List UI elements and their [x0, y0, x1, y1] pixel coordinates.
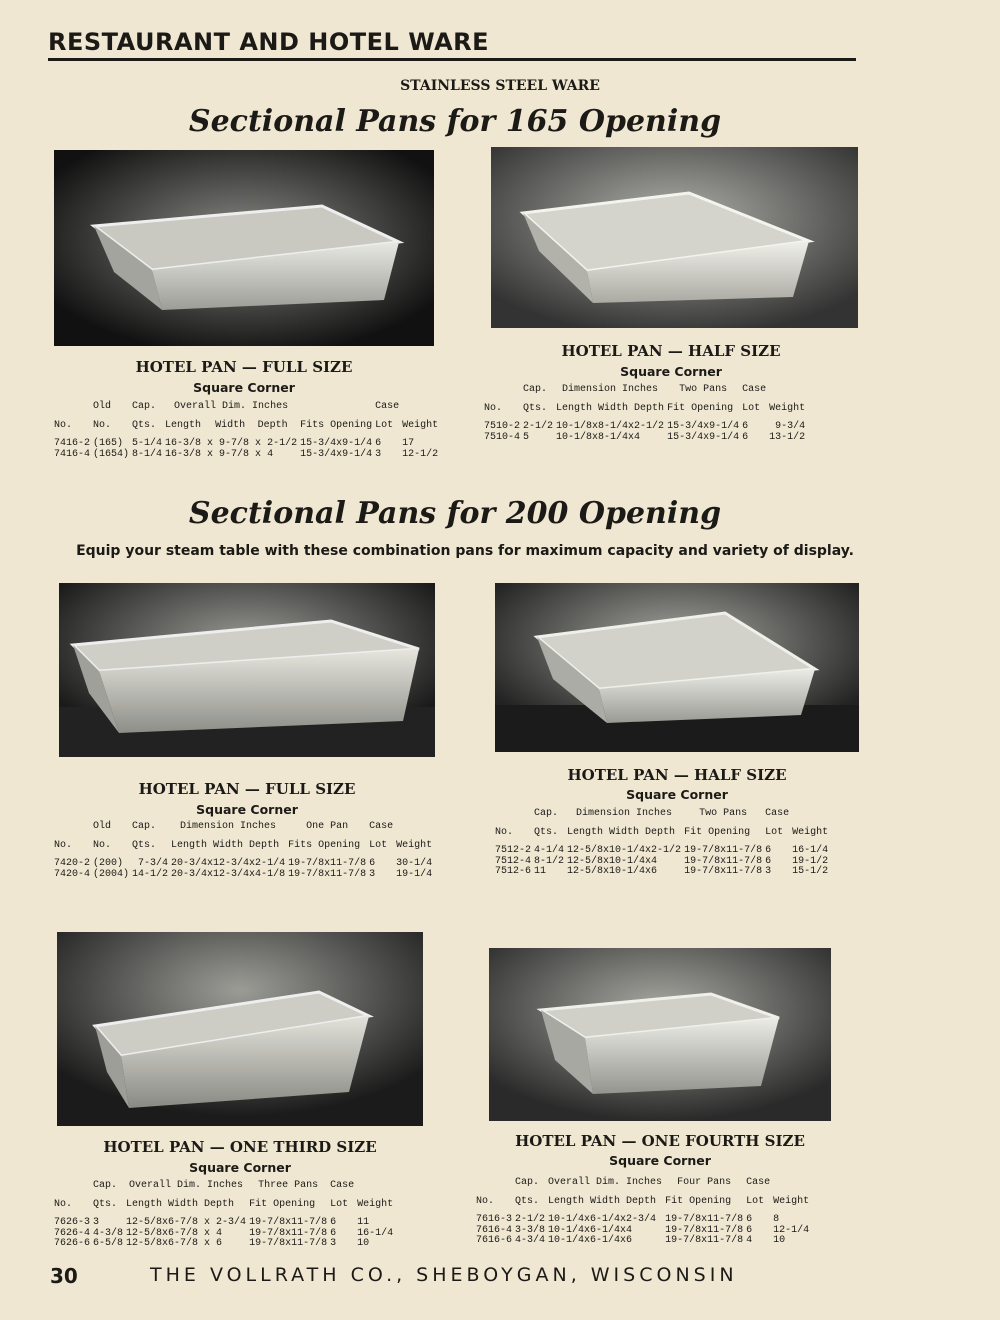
product-photo-one-third-size — [57, 932, 423, 1126]
table-row: 7420-2 (200) 7-3/4 20-3/4x12-3/4x2-1/4 19-7/8x11-7/8 6 30-1/4 — [54, 858, 433, 869]
product-name: HOTEL PAN — ONE THIRD SIZE — [103, 1138, 377, 1156]
pan-illustration — [495, 583, 859, 752]
header-rule — [48, 58, 856, 61]
product-photo-full-size-200 — [59, 583, 435, 757]
spec-table: Old Cap. Dimension Inches One Pan Case No. No. Qts. Length Width Depth Fits Opening Lot Weight 7420-2 (200) 7-3/4 20-3/4x12-3/4x2-1/4 19-7/8x11-7/8 6 30-1/4 7420-4 (2004) 14-1/2 20-3/4x12-3/4x4-1/8 19-7/8x11-7/8 3 19-1/4 — [54, 821, 435, 880]
pan-illustration — [54, 150, 434, 346]
spec-table: Cap. Dimension Inches Two Pans Case No. Qts. Length Width Depth Fit Opening Lot Weight 7510-2 2-1/2 10-1/8x8-1/4x2-1/2 15-3/4x9-1/4 6 9-3/4 7510-4 5 10-1/8x8-1/4x4 15-3/4x9-1/4 6 13-1/2 — [484, 384, 808, 443]
page-number: 30 — [50, 1264, 78, 1288]
pan-illustration — [57, 932, 423, 1126]
spec-table: Cap. Overall Dim. Inches Four Pans Case No. Qts. Length Width Depth Fit Opening Lot Weight 7616-3 2-1/2 10-1/4x6-1/4x2-3/4 19-7/8x11-7/8 6 8 7616-4 3-3/8 10-1/4x6-1/4x4 19-7/8x11-7/8 6 12-1/4 7616-6 4-3/4 10-1/4x6-1/4x6 19-7/8x11-7/8 4 10 — [476, 1177, 812, 1247]
table-row: 7420-4 (2004) 14-1/2 20-3/4x12-3/4x4-1/8 19-7/8x11-7/8 3 19-1/4 — [54, 868, 433, 880]
table-row: 7626-6 6-5/8 12-5/8x6-7/8 x 6 19-7/8x11-7/8 3 10 — [54, 1238, 370, 1249]
table-row: 7512-4 8-1/2 12-5/8x10-1/4x4 19-7/8x11-7/8 6 19-1/2 — [495, 855, 829, 867]
product-style: Square Corner — [189, 1160, 291, 1175]
product-style: Square Corner — [620, 364, 722, 379]
product-style: Square Corner — [626, 787, 728, 802]
pan-illustration — [489, 948, 831, 1121]
product-style: Square Corner — [193, 380, 295, 395]
pan-illustration — [491, 147, 858, 328]
table-row: 7626-3 3 12-5/8x6-7/8 x 2-3/4 19-7/8x11-7/8 6 11 — [54, 1217, 370, 1228]
product-style: Square Corner — [609, 1153, 711, 1168]
table-row: 7616-4 3-3/8 10-1/4x6-1/4x4 19-7/8x11-7/8 6 12-1/4 — [476, 1224, 810, 1236]
table-row: 7512-6 11 12-5/8x10-1/4x6 19-7/8x11-7/8 3 15-1/2 — [495, 866, 829, 877]
footer-company: THE VOLLRATH CO., SHEBOYGAN, WISCONSIN — [150, 1264, 738, 1286]
product-name: HOTEL PAN — HALF SIZE — [567, 766, 787, 784]
product-style: Square Corner — [196, 802, 298, 817]
product-name: HOTEL PAN — FULL SIZE — [138, 780, 356, 798]
spec-table: Cap. Overall Dim. Inches Three Pans Case No. Qts. Length Width Depth Fit Opening Lot Weight 7626-3 3 12-5/8x6-7/8 x 2-3/4 19-7/8x11-7/8 6 11 7626-4 4-3/8 12-5/8x6-7/8 x 4 19-7/8x11-7/8 6 16-1/4 7626-6 6-5/8 12-5/8x6-7/8 x 6 19-7/8x11-7/8 3 10 — [54, 1180, 396, 1250]
table-row: 7510-2 2-1/2 10-1/8x8-1/4x2-1/2 15-3/4x9-1/4 6 9-3/4 — [484, 421, 806, 432]
section-200-title: Sectional Pans for 200 Opening — [188, 496, 722, 531]
product-photo-full-size-165 — [54, 150, 434, 346]
page-subtitle: STAINLESS STEEL WARE — [400, 78, 600, 94]
spec-table: Cap. Dimension Inches Two Pans Case No. Qts. Length Width Depth Fit Opening Lot Weight 7512-2 4-1/4 12-5/8x10-1/4x2-1/2 19-7/8x11-7/8 6 16-1/4 7512-4 8-1/2 12-5/8x10-1/4x4 19-7/8x11-7/8 6 19-1/2 7512-6 11 12-5/8x10-1/4x6 19-7/8x11-7/8 3 15-1/2 — [495, 808, 831, 878]
table-row: 7616-3 2-1/2 10-1/4x6-1/4x2-3/4 19-7/8x11-7/8 6 8 — [476, 1214, 780, 1225]
product-name: HOTEL PAN — HALF SIZE — [561, 342, 781, 360]
pan-illustration — [59, 583, 435, 757]
section-header: RESTAURANT AND HOTEL WARE — [48, 28, 490, 56]
table-row: 7416-2 (165) 5-1/4 16-3/8 x 9-7/8 x 2-1/2 15-3/4x9-1/4 6 17 — [54, 438, 415, 449]
table-row: 7512-2 4-1/4 12-5/8x10-1/4x2-1/2 19-7/8x11-7/8 6 16-1/4 — [495, 845, 829, 856]
product-name: HOTEL PAN — FULL SIZE — [135, 358, 353, 376]
product-photo-half-size-165 — [491, 147, 858, 328]
section-200-tagline: Equip your steam table with these combination pans for maximum capacity and variety of display. — [76, 543, 854, 559]
table-row: 7626-4 4-3/8 12-5/8x6-7/8 x 4 19-7/8x11-7/8 6 16-1/4 — [54, 1227, 394, 1239]
spec-table: Old Cap. Overall Dim. Inches Case No. No. Qts. Length Width Depth Fits Opening Lot Weight 7416-2 (165) 5-1/4 16-3/8 x 9-7/8 x 2-1/2 15-3/4x9-1/4 6 17 7416-4 (1654) 8-1/4 16-3/8 x 9-7/8 x 4 15-3/4x9-1/4 3 12-1/2 — [54, 401, 441, 460]
product-photo-half-size-200 — [495, 583, 859, 752]
product-photo-one-fourth-size — [489, 948, 831, 1121]
table-row: 7510-4 5 10-1/8x8-1/4x4 15-3/4x9-1/4 6 13-1/2 — [484, 431, 806, 443]
section-165-title: Sectional Pans for 165 Opening — [188, 104, 722, 139]
product-name: HOTEL PAN — ONE FOURTH SIZE — [515, 1132, 805, 1150]
table-row: 7416-4 (1654) 8-1/4 16-3/8 x 9-7/8 x 4 15-3/4x9-1/4 3 12-1/2 — [54, 448, 439, 460]
table-row: 7616-6 4-3/4 10-1/4x6-1/4x6 19-7/8x11-7/8 4 10 — [476, 1235, 786, 1246]
